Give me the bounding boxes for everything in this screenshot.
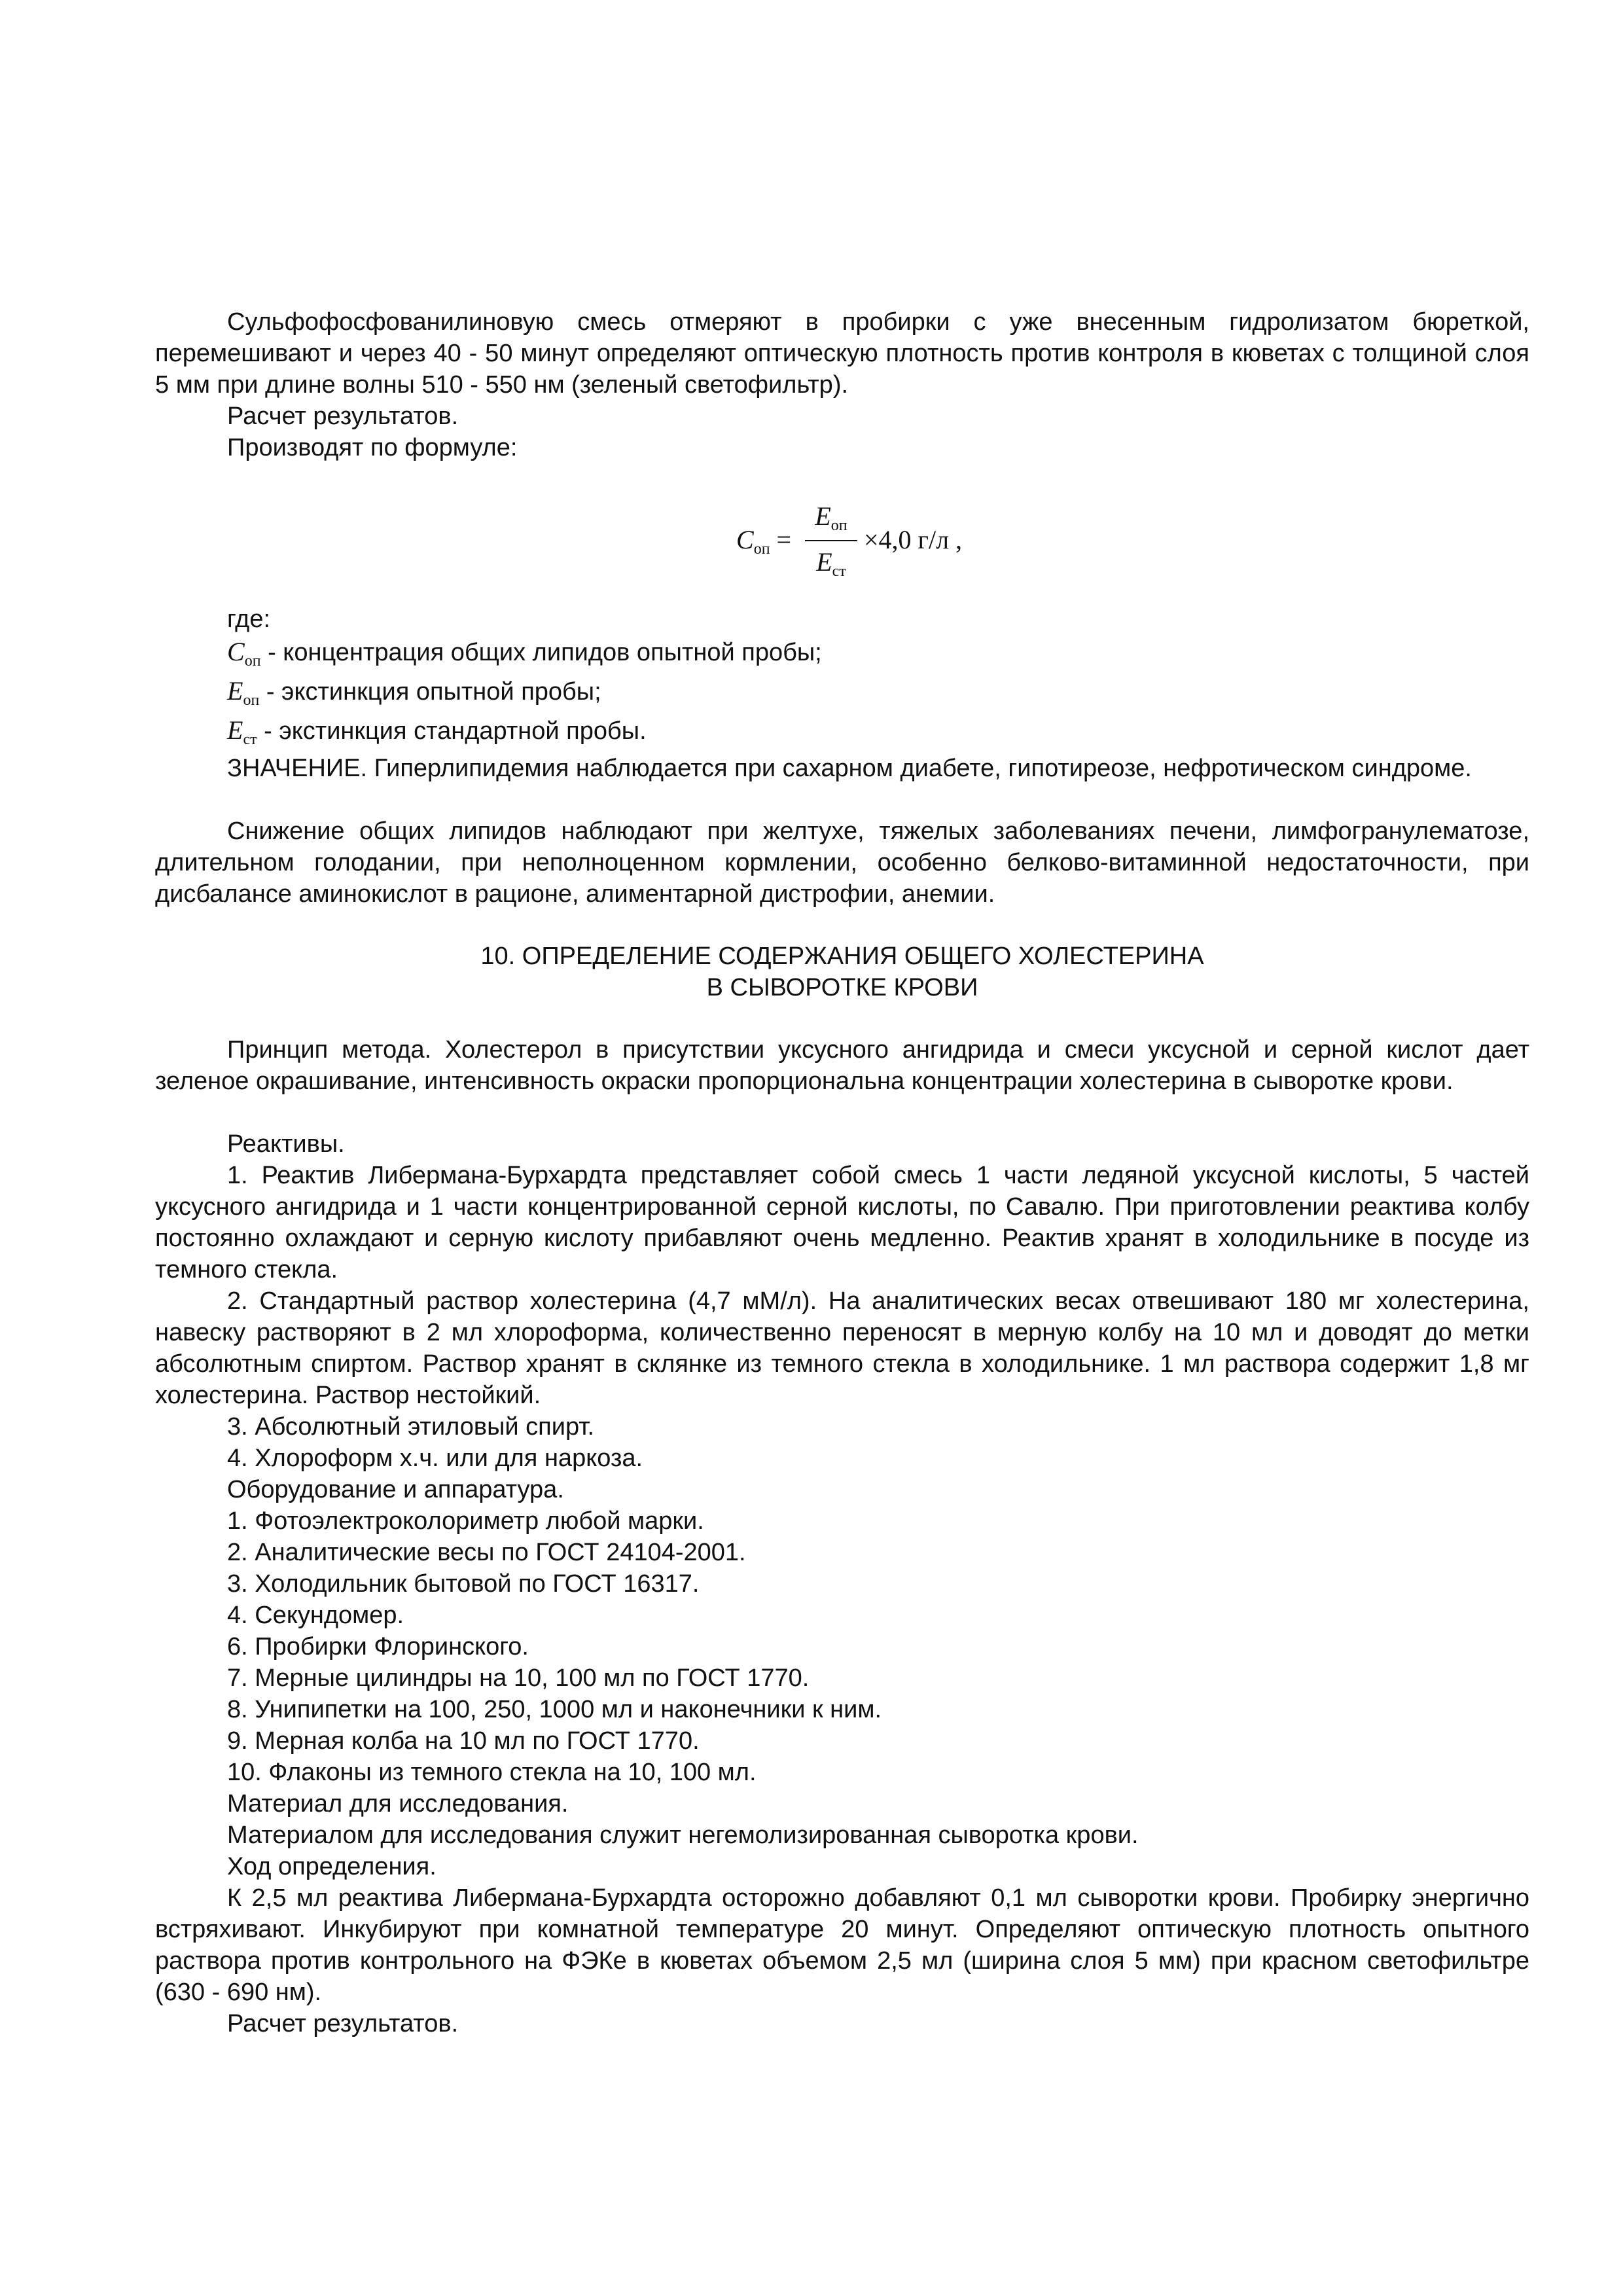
paragraph-results-calc: Расчет результатов. (227, 403, 459, 430)
list-line: 2. Аналитические весы по ГОСТ 24104-2001. (227, 1539, 746, 1566)
list-line: 1. Фотоэлектроколориметр любой марки. (227, 1507, 704, 1535)
formula-lhs: $C_{оп}$ = (736, 525, 792, 558)
list-line: 8. Унипипетки на 100, 250, 1000 мл и наконечники к ним. (227, 1696, 882, 1723)
list-line: 3. Холодильник бытовой по ГОСТ 16317. (227, 1570, 700, 1598)
list-line: Оборудование и аппаратура. (227, 1476, 564, 1503)
section-heading: 10. ОПРЕДЕЛЕНИЕ СОДЕРЖАНИЯ ОБЩЕГО ХОЛЕСТЕРИНА В СЫВОРОТКЕ КРОВИ (480, 942, 1204, 1001)
paragraph-procedure: К 2,5 мл реактива Либермана-Бурхардта осторожно добавляют 0,1 мл сыворотки крови. Пробирку энергично встряхивают. Инкубируют при комнатной температуре 20 минут. Определяют оптическую плотность опытного раствора против контрольного на ФЭКе в кюветах объемом 2,5 мл (ширина слоя 5 мм) при красном светофильтре (630 - 690 нм). (155, 1884, 1529, 2006)
paragraph-reagent-1: 1. Реактив Либермана-Бурхардта представляет собой смесь 1 части ледяной уксусной кислоты, 5 частей уксусного ангидрида и 1 части концентрированной серной кислоты, по Савалю. При приготовлении реактива колбу постоянно охлаждают и серную кислоту прибавляют очень медленно. Реактив хранят в холодильнике в посуде из темного стекла. (155, 1162, 1529, 1283)
paragraph-reagents: Реактивы. (227, 1130, 345, 1158)
list-line: Ход определения. (227, 1853, 437, 1880)
formula-rhs: ×4,0 г/л , (864, 525, 963, 554)
definition-e-op: $E_{оп}$ - экстинкция опытной пробы; (227, 676, 601, 709)
formula-denominator: $E_{ст}$ (816, 547, 846, 580)
fraction-bar (805, 540, 857, 541)
list-line: 4. Секундомер. (227, 1602, 404, 1629)
definition-e-st: $E_{ст}$ - экстинкция стандартной пробы. (227, 715, 647, 748)
list-line: 10. Флаконы из темного стекла на 10, 100 мл. (227, 1759, 757, 1786)
list-line: 6. Пробирки Флоринского. (227, 1633, 529, 1660)
lipid-concentration-formula (736, 501, 972, 586)
list-line: 4. Хлороформ х.ч. или для наркоза. (227, 1444, 643, 1472)
paragraph-method-principle: Принцип метода. Холестерол в присутствии уксусного ангидрида и смеси уксусной и серной кислот дает зеленое окрашивание, интенсивность окраски пропорциональна концентрации холестерина в сыворотке крови. (155, 1036, 1529, 1095)
paragraph-results-calc-2: Расчет результатов. (227, 2010, 459, 2037)
paragraph-significance: ЗНАЧЕНИЕ. Гиперлипидемия наблюдается при сахарном диабете, гипотиреозе, нефротическом синдроме. (227, 755, 1472, 782)
list-line: 9. Мерная колба на 10 мл по ГОСТ 1770. (227, 1727, 700, 1755)
paragraph-reagent-2: 2. Стандартный раствор холестерина (4,7 мМ/л). На аналитических весах отвешивают 180 мг холестерина, навеску растворяют в 2 мл хлороформа, количественно переносят в мерную колбу на 10 мл и доводят до метки абсолютным спиртом. Раствор хранят в склянке из темного стекла в холодильнике. 1 мл раствора содержит 1,8 мг холестерина. Раствор нестойкий. (155, 1287, 1529, 1409)
definition-c-op: $C_{оп}$ - концентрация общих липидов опытной пробы; (227, 637, 822, 670)
paragraph-where: где: (227, 605, 271, 633)
paragraph-sulfophospho: Сульфофосфованилиновую смесь отмеряют в пробирки с уже внесенным гидролизатом бюреткой, перемешивают и через 40 - 50 минут определяют оптическую плотность против контроля в кюветах с толщиной слоя 5 мм при длине волны 510 - 550 нм (зеленый светофильтр). (155, 308, 1529, 399)
list-line: 7. Мерные цилиндры на 10, 100 мл по ГОСТ 1770. (227, 1664, 810, 1692)
list-line: Материал для исследования. (227, 1790, 569, 1818)
paragraph-reduction: Снижение общих липидов наблюдают при желтухе, тяжелых заболеваниях печени, лимфогранулематозе, длительном голодании, при неполноценном кормлении, особенно белково-витаминной недостаточности, при дисбалансе аминокислот в рационе, алиментарной дистрофии, анемии. (155, 817, 1529, 908)
list-line: 3. Абсолютный этиловый спирт. (227, 1413, 595, 1441)
paragraph-formula-intro: Производят по формуле: (227, 434, 518, 461)
formula-numerator: $E_{оп}$ (815, 501, 847, 534)
list-line: Материалом для исследования служит негемолизированная сыворотка крови. (227, 1821, 1139, 1849)
formula-fraction (805, 501, 857, 582)
